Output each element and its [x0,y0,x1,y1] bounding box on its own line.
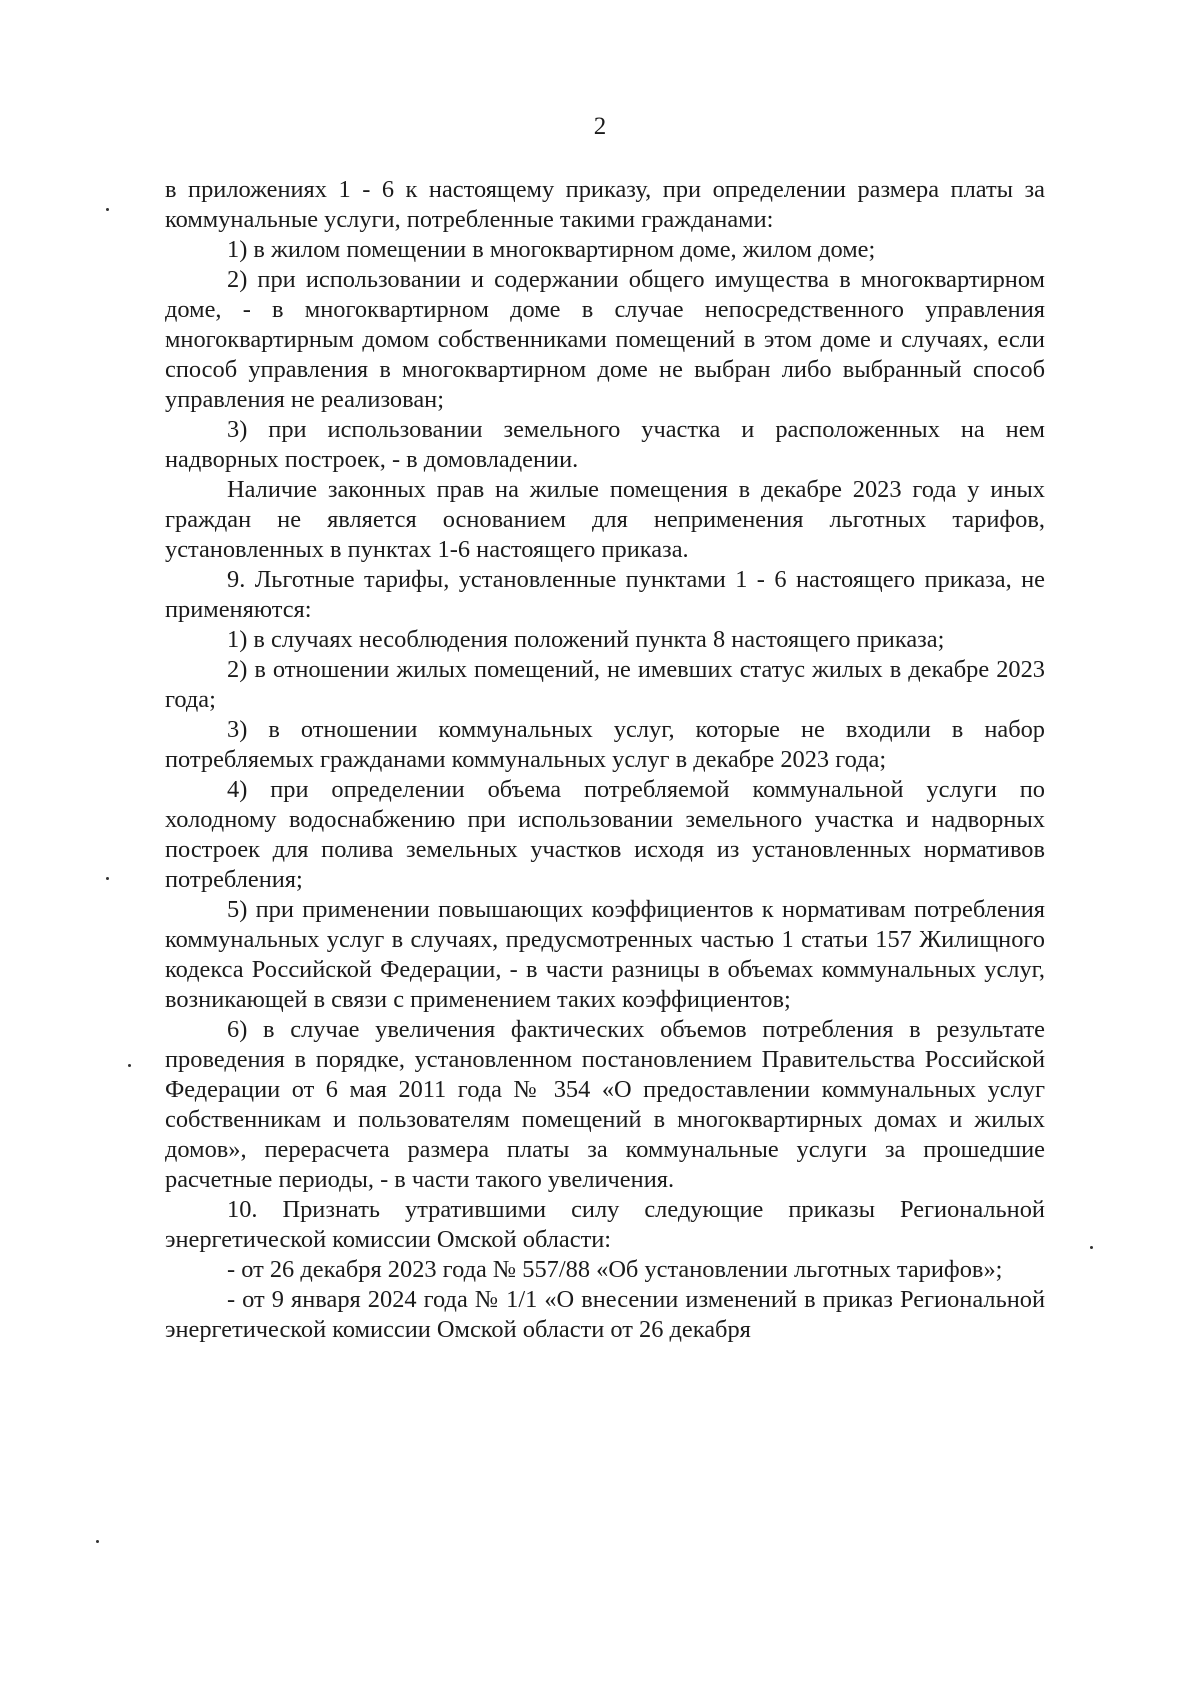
paragraph-clause-10: 10. Признать утратившими силу следующие приказы Региональной энергетической комиссии Омской области: [165,1196,1045,1253]
scan-speck [106,208,109,211]
paragraph-item-3: 3) при использовании земельного участка и расположенных на нем надворных построек, - в домовладении. [165,416,1045,473]
paragraph-clause-9-item-2: 2) в отношении жилых помещений, не имевших статус жилых в декабре 2023 года; [165,656,1045,713]
document-body [165,175,1045,1345]
paragraph-clause-10-item-1: - от 26 декабря 2023 года № 557/88 «Об установлении льготных тарифов»; [227,1256,1003,1283]
paragraph-clause-9-item-5: 5) при применении повышающих коэффициентов к нормативам потребления коммунальных услуг в случаях, предусмотренных частью 1 статьи 157 Жилищного кодекса Российской Федерации, - в части разницы в объемах коммунальных услуг, возникающей в связи с применением таких коэффициентов; [165,896,1045,1013]
paragraph-item-2: 2) при использовании и содержании общего имущества в многоквартирном доме, - в многоквартирном доме в случае непосредственного управления многоквартирным домом собственниками помещений в этом доме и случаях, если способ управления в многоквартирном доме не выбран либо выбранный способ управления не реализован; [165,266,1045,413]
paragraph-clause-9-item-3: 3) в отношении коммунальных услуг, которые не входили в набор потребляемых гражданами коммунальных услуг в декабре 2023 года; [165,716,1045,773]
paragraph-continuation: в приложениях 1 - 6 к настоящему приказу, при определении размера платы за коммунальные услуги, потребленные такими гражданами: [165,176,1045,233]
scan-speck [106,877,109,880]
paragraph-clause-9-item-4: 4) при определении объема потребляемой коммунальной услуги по холодному водоснабжению при использовании земельного участка и надворных построек для полива земельных участков исходя из установленных нормативов потребления; [165,776,1045,893]
scan-speck [1090,1246,1093,1249]
scan-speck [96,1540,99,1543]
paragraph-clause-9-item-6: 6) в случае увеличения фактических объемов потребления в результате проведения в порядке, установленном постановлением Правительства Российской Федерации от 6 мая 2011 года № 354 «О предоставлении коммунальных услуг собственникам и пользователям помещений в многоквартирных домах и жилых домов», перерасчета размера платы за коммунальные услуги за прошедшие расчетные периоды, - в части такого увеличения. [165,1016,1045,1193]
paragraph-clause-9-item-1: 1) в случаях несоблюдения положений пункта 8 настоящего приказа; [227,626,945,653]
page-number: 2 [593,113,607,140]
paragraph-clause-9: 9. Льготные тарифы, установленные пунктами 1 - 6 настоящего приказа, не применяются: [165,566,1045,623]
paragraph-item-1: 1) в жилом помещении в многоквартирном доме, жилом доме; [227,236,876,263]
paragraph-clause-10-item-2: - от 9 января 2024 года № 1/1 «О внесении изменений в приказ Региональной энергетической комиссии Омской области от 26 декабря [165,1286,1045,1343]
paragraph-legal-rights: Наличие законных прав на жилые помещения в декабре 2023 года у иных граждан не является основанием для неприменения льготных тарифов, установленных в пунктах 1-6 настоящего приказа. [165,476,1045,563]
scan-speck [128,1064,131,1067]
